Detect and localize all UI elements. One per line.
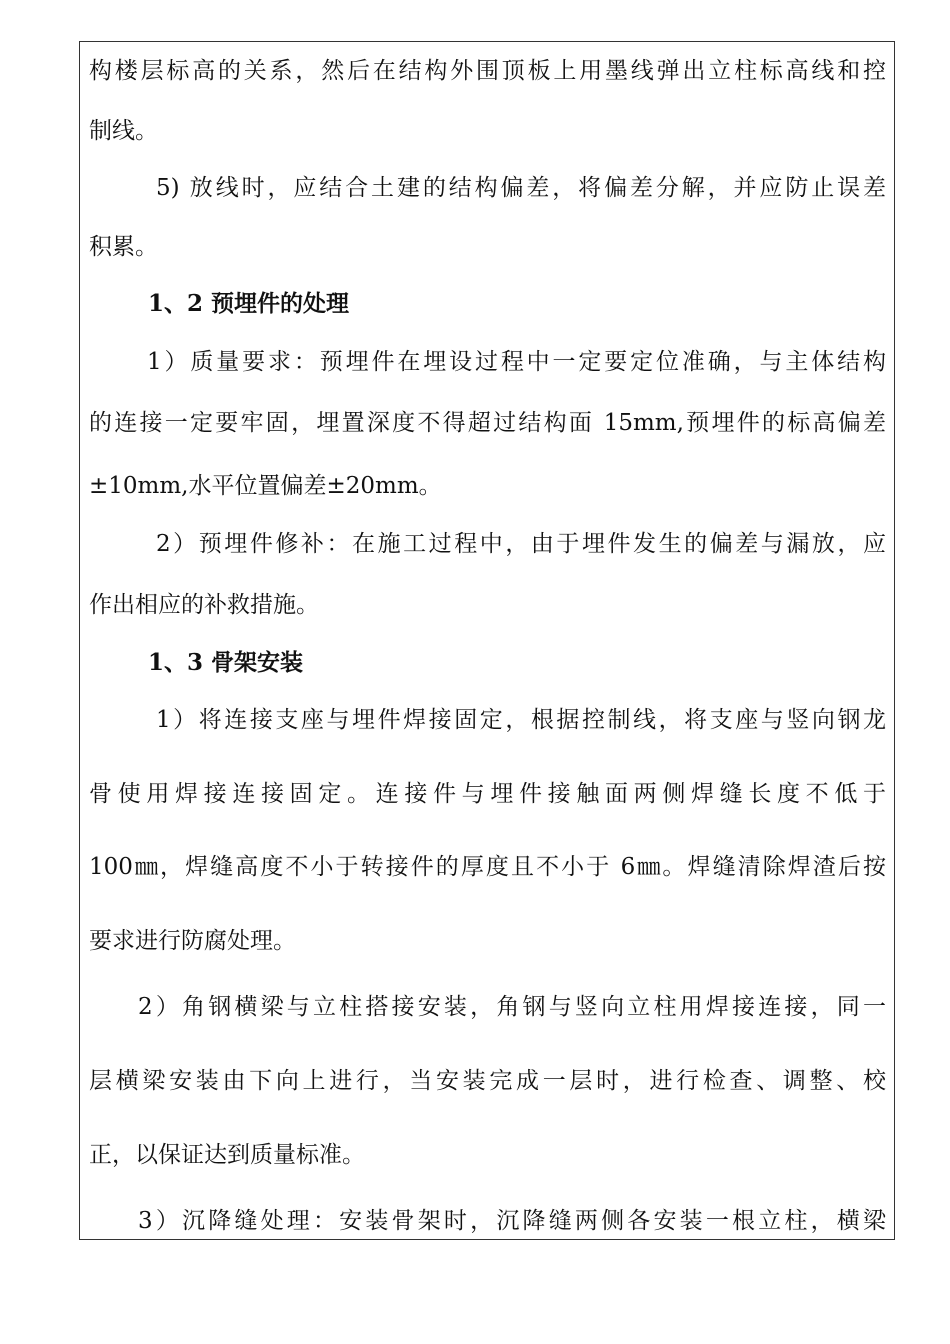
body-text-line: 100㎜，焊缝高度不小于转接件的厚度且不小于 6㎜。焊缝清除焊渣后按 xyxy=(89,854,886,880)
section-heading-1-2: 1、2 预埋件的处理 xyxy=(148,290,350,317)
body-text-line: 1）将连接支座与埋件焊接固定，根据控制线，将支座与竖向钢龙 xyxy=(156,707,886,733)
body-text-line: 1）质量要求：预埋件在埋设过程中一定要定位准确，与主体结构 xyxy=(147,349,886,375)
body-text-line: 制线。 xyxy=(89,118,158,144)
body-text-line: 的连接一定要牢固，埋置深度不得超过结构面 15mm,预埋件的标高偏差 xyxy=(89,410,886,436)
body-text-line: 作出相应的补救措施。 xyxy=(89,592,319,618)
body-text-line: 3）沉降缝处理：安装骨架时，沉降缝两侧各安装一根立柱，横梁 xyxy=(138,1208,886,1234)
body-text-line: 5) 放线时，应结合土建的结构偏差，将偏差分解，并应防止误差 xyxy=(156,175,886,201)
body-text-line: 层横梁安装由下向上进行，当安装完成一层时，进行检查、调整、校 xyxy=(89,1068,886,1094)
body-text-line: 正，以保证达到质量标准。 xyxy=(89,1142,365,1168)
body-text-line: 2）角钢横梁与立柱搭接安装，角钢与竖向立柱用焊接连接，同一 xyxy=(138,994,886,1020)
body-text-line: 要求进行防腐处理。 xyxy=(89,928,296,954)
body-text-line: 构楼层标高的关系，然后在结构外围顶板上用墨线弹出立柱标高线和控 xyxy=(89,58,886,84)
body-text-line: 骨使用焊接连接固定。连接件与埋件接触面两侧焊缝长度不低于 xyxy=(89,781,886,807)
section-heading-1-3: 1、3 骨架安装 xyxy=(148,649,304,676)
body-text-line: 积累。 xyxy=(89,234,158,260)
document-page-frame xyxy=(79,41,895,1240)
body-text-line: ±10mm,水平位置偏差±20mm。 xyxy=(89,473,442,499)
body-text-line: 2）预埋件修补：在施工过程中，由于埋件发生的偏差与漏放，应 xyxy=(156,531,886,557)
